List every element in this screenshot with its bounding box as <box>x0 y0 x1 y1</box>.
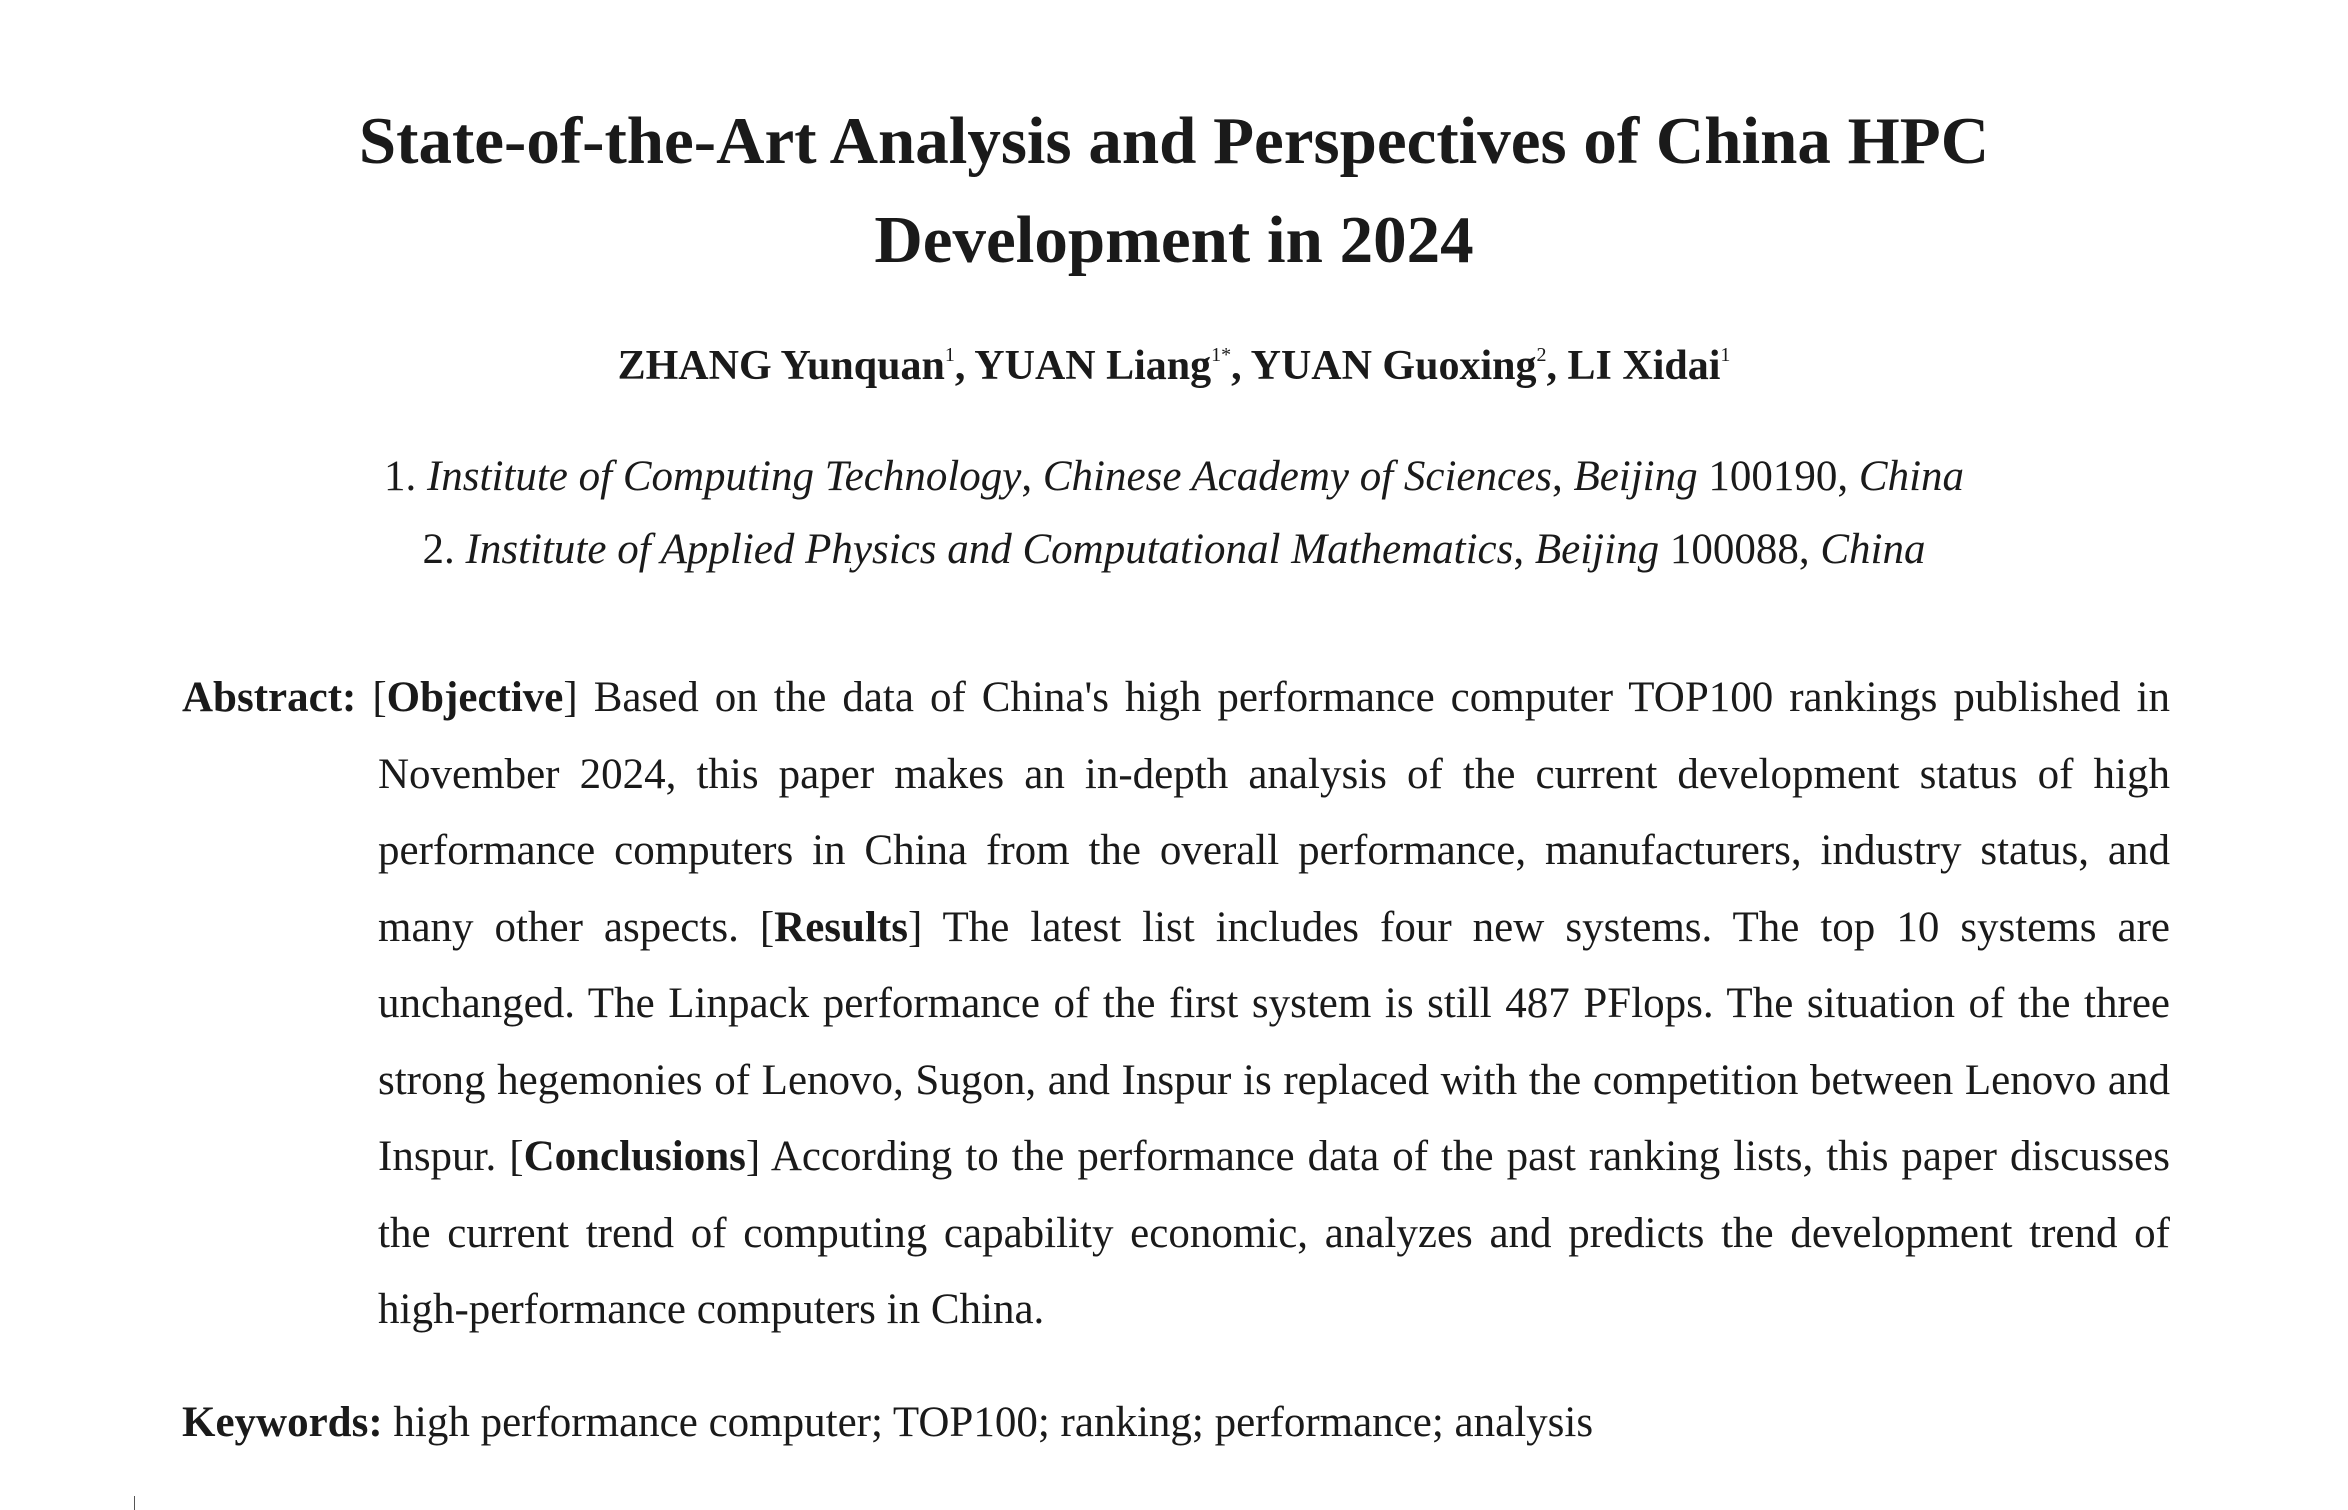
affiliation-2: 2. Institute of Applied Physics and Computational Mathematics, Beijing 100088, China <box>422 526 1926 573</box>
results-text: The latest list includes four new systems. The top 10 systems are unchanged. The Linpack performance of the first system is still 487 PFlops. The situation of the three strong hegemonies of Lenovo, Sugon, and Inspur is replaced with the competition between Lenovo and Inspur. <box>378 903 2171 1180</box>
author-separator: , <box>1546 343 1568 389</box>
paper-title <box>150 92 2198 290</box>
conclusions-label: Conclusions <box>523 1133 746 1180</box>
results-label: Results <box>774 903 908 951</box>
author-affiliation-mark: 1 <box>1720 344 1731 366</box>
author-list <box>150 338 2198 394</box>
author-separator: , <box>954 343 975 389</box>
abstract-label: Abstract: <box>182 674 357 721</box>
author: LI Xidai$^1$ <box>1567 343 1731 389</box>
author-separator: , <box>1231 343 1251 389</box>
keywords-text: high performance computer; TOP100; ranking; performance; analysis <box>393 1399 1594 1446</box>
title-line-1: State-of-the-Art Analysis and Perspectives of China HPC <box>358 104 1990 178</box>
title-line-2: Development in 2024 <box>874 203 1474 277</box>
objective-text: Based on the data of China's high performance computer TOP100 rankings published in November 2024, this paper makes an in-depth analysis of the current development status of high performance computers in China from the overall performance, manufacturers, industry status, and many other aspects. <box>378 674 2170 951</box>
author: ZHANG Yunquan$^1$ <box>617 343 955 389</box>
keywords <box>182 1393 1593 1453</box>
keywords-label: Keywords: <box>182 1399 383 1446</box>
affiliation-list <box>150 440 2198 586</box>
author-affiliation-mark: 2 <box>1536 344 1547 366</box>
abstract: Abstract: [Objective] Based on the data of China's high performance computer TOP100 rankings published in November 2024, this paper makes an in-depth analysis of the current development status of high performance computers in China from the overall performance, manufacturers, industry status, and many other aspects. [Results] The latest list includes four new systems. The top 10 systems are unchanged. The Linpack performance of the first system is still 487 PFlops. The situation of the three strong hegemonies of Lenovo, Sugon, and Inspur is replaced with the competition between Lenovo and Inspur. [Conclusions] According to the performance data of the past ranking lists, this paper discusses the current trend of computing capability economic, analyzes and predicts the development trend of high-performance computers in China. <box>182 674 2171 1333</box>
author: YUAN Liang$^{1*}$ <box>974 343 1232 389</box>
affiliation-1: 1. Institute of Computing Technology, Chinese Academy of Sciences, Beijing 100190, China <box>383 453 1965 500</box>
author-affiliation-mark: 1* <box>1211 344 1232 366</box>
objective-label: Objective <box>386 674 564 721</box>
conclusions-text: According to the performance data of the past ranking lists, this paper discusses the current trend of computing capability economic, analyzes and predicts the development trend of high-performance computers in China. <box>378 1133 2170 1333</box>
page-crop-mark <box>134 1496 135 1510</box>
author-affiliation-mark: 1 <box>944 344 955 366</box>
author: YUAN Guoxing$^2$ <box>1250 343 1547 389</box>
